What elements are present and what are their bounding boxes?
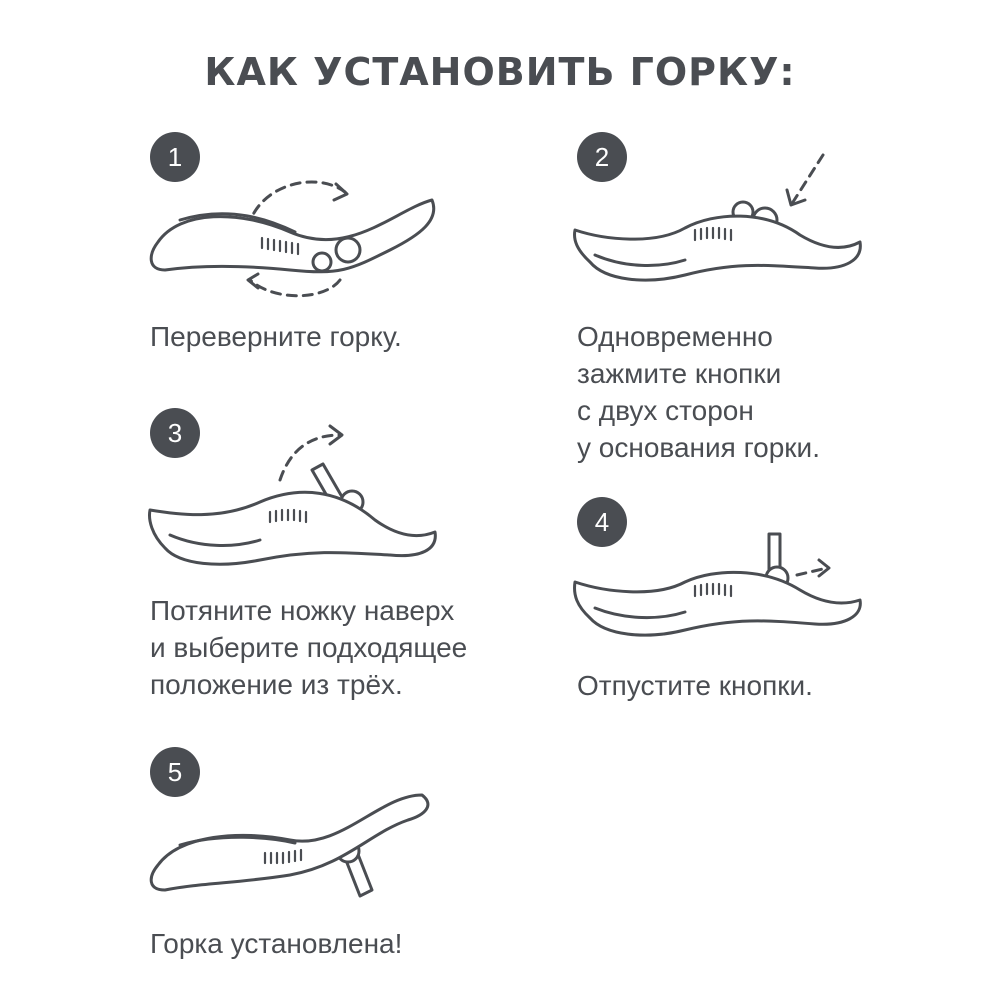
- grip-lines-icon: [695, 584, 731, 596]
- step-caption: Горка установлена!: [150, 928, 403, 959]
- step-number-badge: 3: [150, 408, 200, 458]
- step-caption: Одновременно зажмите кнопки с двух сторон у основания горки.: [577, 321, 820, 463]
- step-caption: Переверните горку.: [150, 321, 402, 352]
- step-caption: Отпустите кнопки.: [577, 670, 813, 701]
- step-caption: Потяните ножку наверх и выберите подходящее положение из трёх.: [150, 595, 468, 700]
- pull-leg-illustration: [140, 420, 450, 580]
- slide-flip-illustration: [140, 170, 450, 310]
- step-number-badge: 5: [150, 747, 200, 797]
- slide-installed-illustration: [140, 765, 450, 925]
- grip-lines-icon: [695, 228, 731, 240]
- page-title: КАК УСТАНОВИТЬ ГОРКУ:: [204, 50, 796, 94]
- grip-lines-icon: [270, 510, 306, 522]
- step-number-badge: 2: [577, 132, 627, 182]
- step-number-badge: 4: [577, 497, 627, 547]
- step-number-badge: 1: [150, 132, 200, 182]
- press-buttons-illustration: [565, 150, 875, 290]
- release-buttons-illustration: [565, 520, 875, 660]
